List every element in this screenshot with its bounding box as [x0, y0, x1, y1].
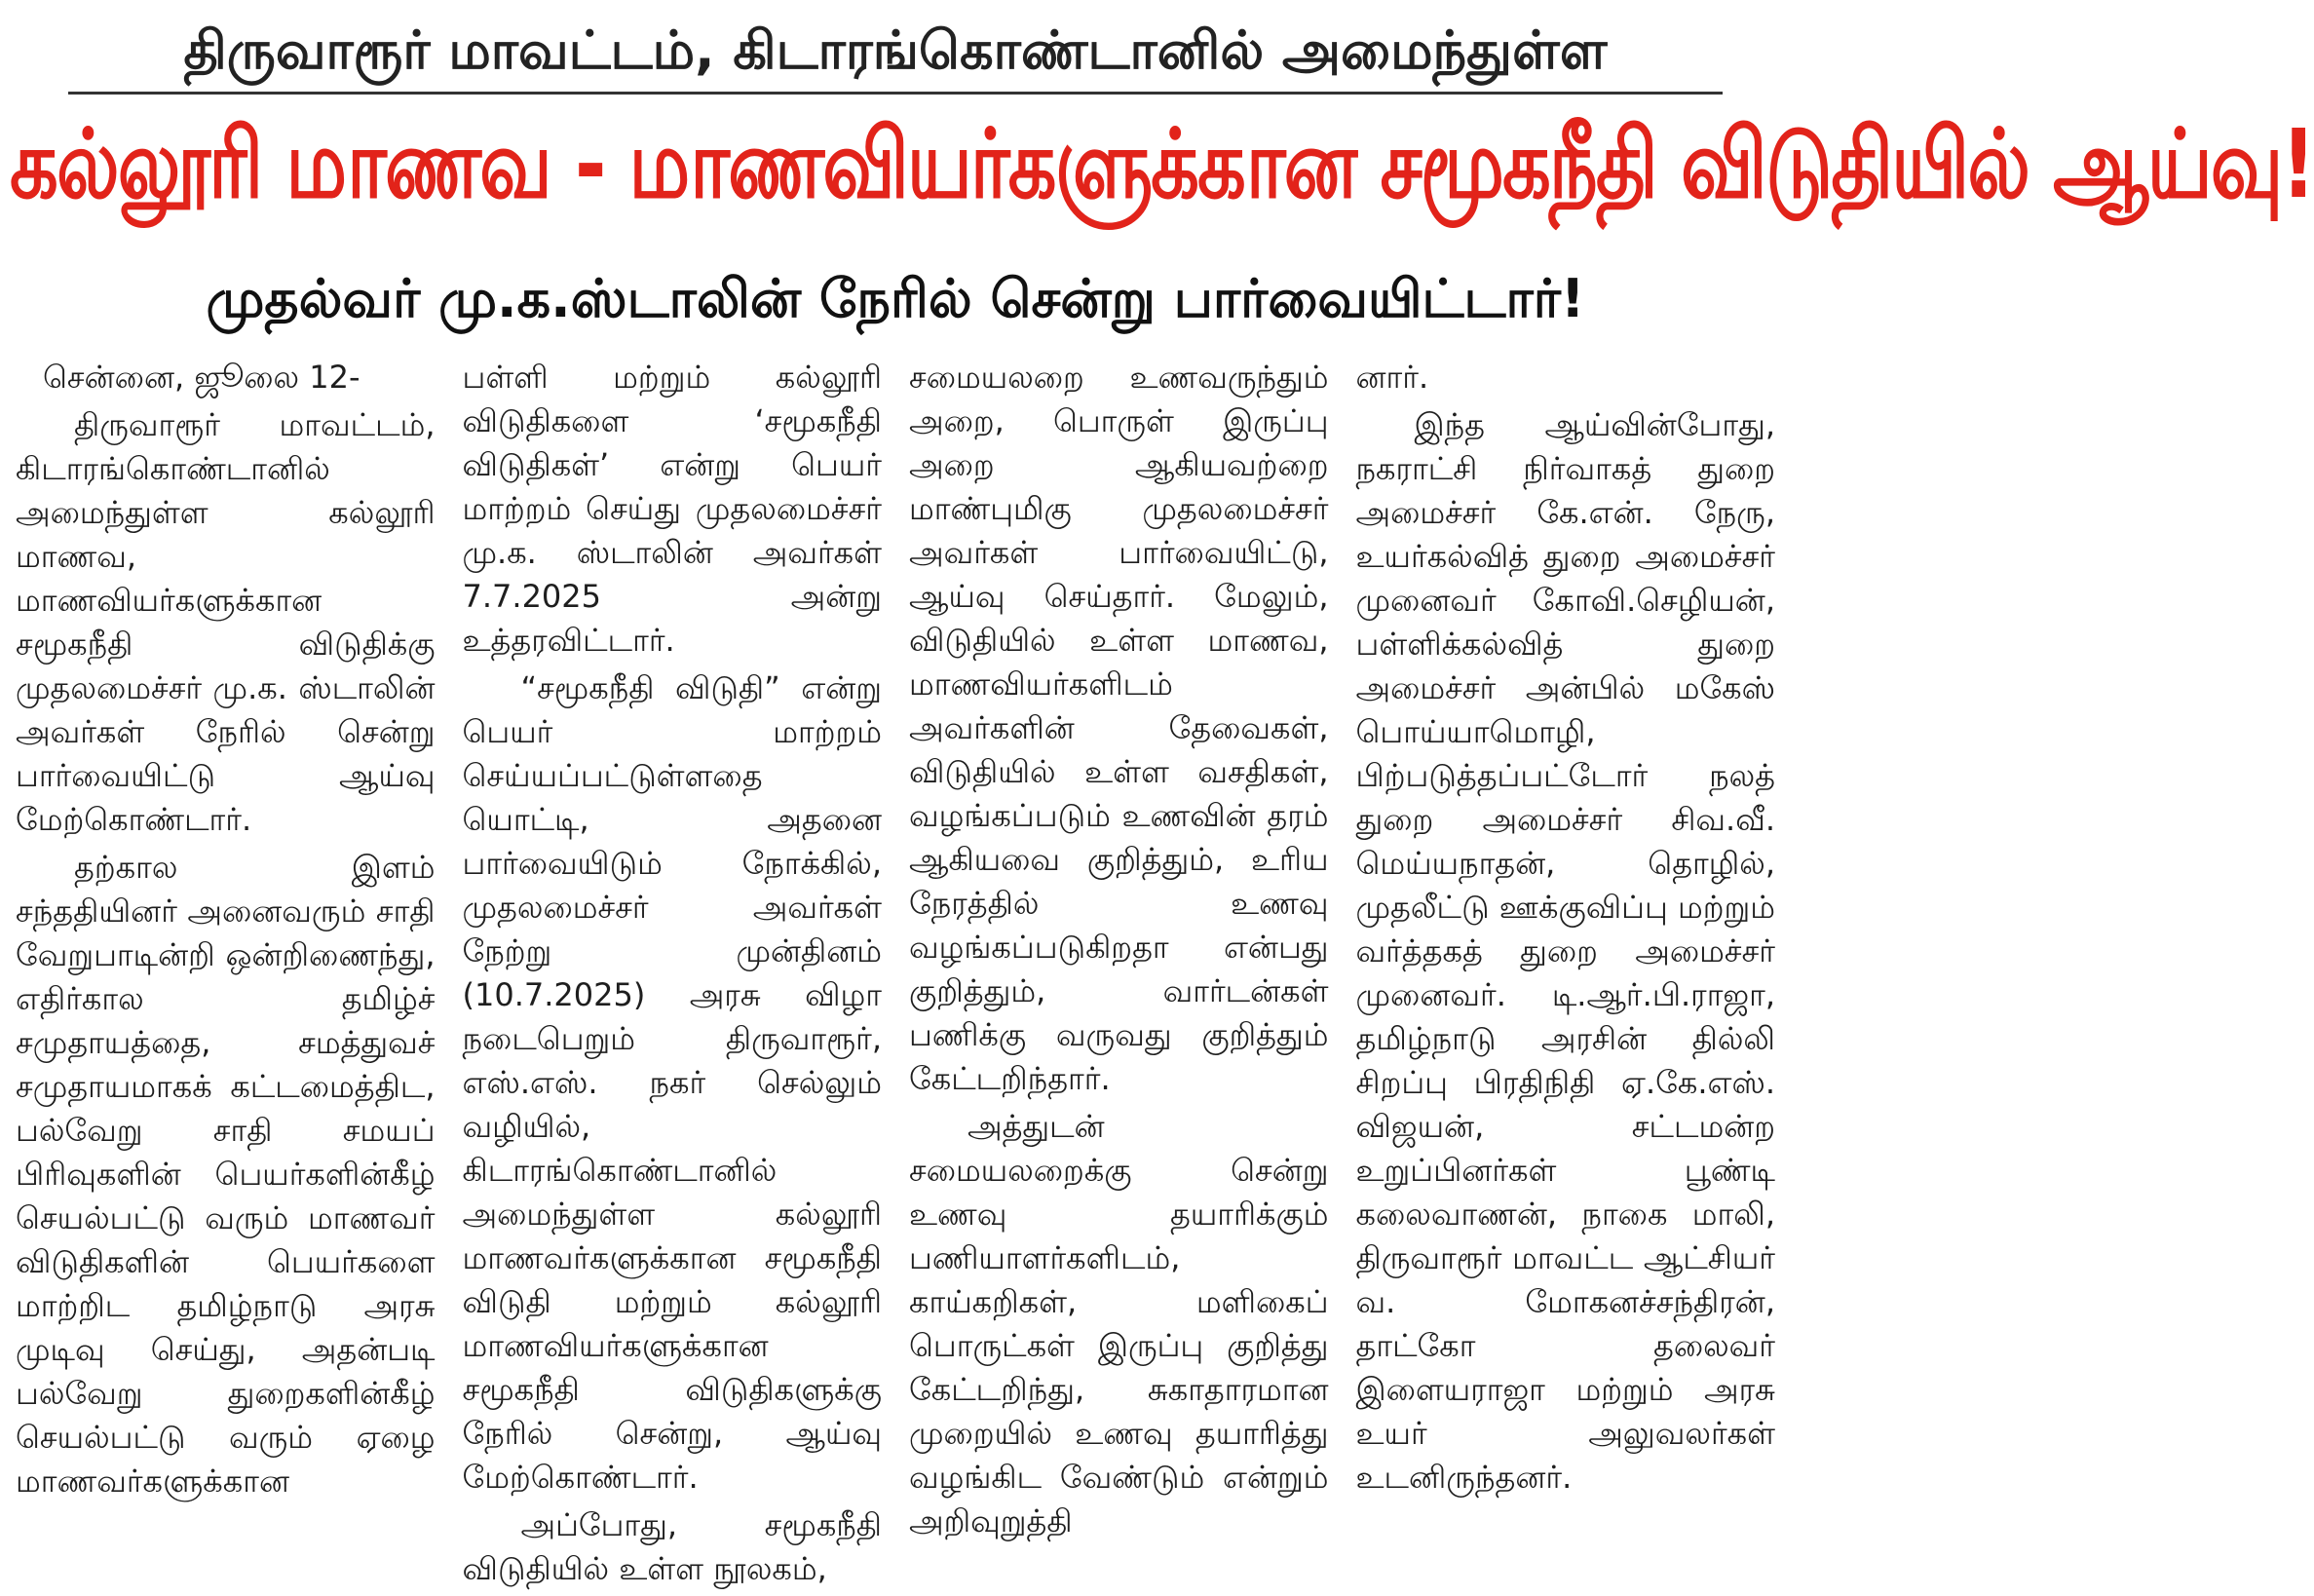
- paragraph: சமையலறை உணவருந்தும் அறை, பொருள் இருப்பு அறை ஆகியவற்றை மாண்புமிகு முதலமைச்சர் அவர்கள் பார்வையிட்டு, ஆய்வு செய்தார். மேலும், விடுதியில் உள்ள மாணவ, மாணவியர்களிடம் அவர்களின் தேவைகள், விடுதியில் உள்ள வசதிகள், வழங்கப்படும் உணவின் தரம் ஆகியவை குறித்தும், உரிய நேரத்தில் உணவு வழங்கப்படுகிறதா என்பது குறித்தும், வார்டன்கள் பணிக்கு வருவது குறித்தும் கேட்டறிந்தார்.: [909, 359, 1329, 1097]
- column-3: [909, 356, 1329, 1544]
- paragraph: “சமூகநீதி விடுதி” என்று பெயர் மாற்றம் செய்யப்பட்டுள்ளதை யொட்டி, அதனை பார்வையிடும் நோக்கில், முதலமைச்சர் அவர்கள் நேற்று முன்தினம் (10.7.2025) அரசு விழா நடைபெறும் திருவாரூர், எஸ்.எஸ். நகர் செல்லும் வழியில், கிடாரங்கொண்டானில் அமைந்துள்ள கல்லூரி மாணவர்களுக்கான சமூகநீதி விடுதி மற்றும் கல்லூரி மாணவியர்களுக்கான சமூகநீதி விடுதிகளுக்கு நேரில் சென்று, ஆய்வு மேற்கொண்டார்.: [462, 669, 882, 1496]
- article-body: [10, 348, 1781, 1587]
- column-1: [16, 356, 436, 1544]
- paragraph: பள்ளி மற்றும் கல்லூரி விடுதிகளை ‘சமூகநீதி விடுதிகள்’ என்று பெயர் மாற்றம் செய்து முதலமைச்சர் மு.க. ஸ்டாலின் அவர்கள் 7.7.2025 அன்று உத்தரவிட்டார்.: [462, 359, 882, 659]
- paragraph: அப்போது, சமூகநீதி விடுதியில் உள்ள நூலகம்,: [462, 1506, 882, 1587]
- paragraph: இந்த ஆய்வின்போது, நகராட்சி நிர்வாகத் துறை அமைச்சர் கே.என். நேரு, உயர்கல்வித் துறை அமைச்சர் முனைவர் கோவி.செழியன், பள்ளிக்கல்வித் துறை அமைச்சர் அன்பில் மகேஸ் பொய்யாமொழி, பிற்படுத்தப்பட்டோர் நலத் துறை அமைச்சர் சிவ.வீ. மெய்யநாதன், தொழில், முதலீட்டு ஊக்குவிப்பு மற்றும் வர்த்தகத் துறை அமைச்சர் முனைவர். டி.ஆர்.பி.ராஜா, தமிழ்நாடு அரசின் தில்லி சிறப்பு பிரதிநிதி ஏ.கே.எஸ். விஜயன், சட்டமன்ற உறுப்பினர்கள் பூண்டி கலைவாணன், நாகை மாலி, திருவாரூர் மாவட்ட ஆட்சியர் வ. மோகனச்சந்திரன், தாட்கோ தலைவர் இளையராஜா மற்றும் அரசு உயர் அலுவலர்கள் உடனிருந்தனர்.: [1355, 406, 1775, 1496]
- paragraph: அத்துடன் சமையலறைக்கு சென்று உணவு தயாரிக்கும் பணியாளர்களிடம், காய்கறிகள், மளிகைப் பொருட்கள் இருப்பு குறித்து கேட்டறிந்து, சுகாதாரமான முறையில் உணவு தயாரித்து வழங்கிட வேண்டும் என்றும் அறிவுறுத்தி: [909, 1108, 1329, 1539]
- kicker-line: திருவாரூர் மாவட்டம், கிடாரங்கொண்டானில் அமைந்துள்ள: [183, 19, 1608, 81]
- paragraph: திருவாரூர் மாவட்டம், கிடாரங்கொண்டானில் அமைந்துள்ள கல்லூரி மாணவ, மாணவியர்களுக்கான சமூகநீதி விடுதிக்கு முதலமைச்சர் மு.க. ஸ்டாலின் அவர்கள் நேரில் சென்று பார்வையிட்டு ஆய்வு மேற்கொண்டார்.: [16, 406, 436, 838]
- dateline: சென்னை, ஜூலை 12-: [43, 359, 360, 396]
- headline: கல்லூரி மாணவ - மாணவியர்களுக்கான சமூகநீதி விடுதியில் ஆய்வு!: [10, 110, 2314, 220]
- paragraph: னார்.: [1355, 359, 1429, 396]
- column-2: [462, 356, 883, 1587]
- column-4: [1356, 356, 1776, 1544]
- paragraph: தற்கால இளம் சந்ததியினர் அனைவரும் சாதி வேறுபாடின்றி ஒன்றிணைந்து, எதிர்கால தமிழ்ச் சமுதாயத்தை, சமத்துவச் சமுதாயமாகக் கட்டமைத்திட, பல்வேறு சாதி சமயப் பிரிவுகளின் பெயர்களின்கீழ் செயல்பட்டு வரும் மாணவர் விடுதிகளின் பெயர்களை மாற்றிட தமிழ்நாடு அரசு முடிவு செய்து, அதன்படி பல்வேறு துறைகளின்கீழ் செயல்பட்டு வரும் ஏழை மாணவர்களுக்கான: [16, 849, 436, 1500]
- subheadline: முதல்வர் மு.க.ஸ்டாலின் நேரில் சென்று பார்வையிட்டார்!: [206, 268, 1585, 329]
